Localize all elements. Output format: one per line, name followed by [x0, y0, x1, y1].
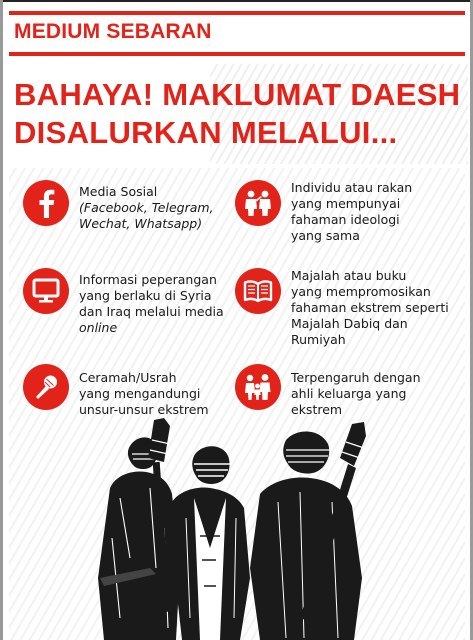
channel-line: Informasi peperangan [79, 272, 217, 287]
channel-line-italic [79, 216, 214, 232]
headline-line-2: DISALURKAN MELALUI... [14, 115, 398, 150]
channel-italic-text: Wechat, Whatsapp) [79, 216, 203, 231]
top-red-rule [9, 11, 465, 15]
center-figure [172, 446, 250, 640]
channel-line: yang sama [291, 228, 360, 243]
channel-line: yang mempunyai [291, 196, 401, 211]
channel-line-italic [79, 320, 224, 336]
militants-illustration [90, 418, 390, 640]
channel-line: Ceramah/Usrah [79, 370, 177, 385]
bottom-red-rule [9, 52, 465, 56]
channel-text [291, 268, 449, 348]
headline [14, 76, 460, 152]
book-icon [235, 268, 281, 314]
section-label: MEDIUM SEBARAN [14, 20, 212, 43]
channel-line-italic [79, 200, 214, 216]
channel-text [79, 184, 214, 232]
facebook-icon [23, 180, 69, 226]
channel-line: Terpengaruh dengan [291, 370, 421, 385]
monitor-icon [23, 268, 69, 314]
headline-line-1: BAHAYA! MAKLUMAT DAESH [14, 77, 461, 112]
channel-italic-text: (Facebook, Telegram, [79, 200, 214, 215]
channel-text [79, 272, 224, 336]
channel-line: Individu atau rakan [291, 180, 413, 195]
family-icon [235, 364, 281, 410]
channel-line: Majalah Dabiq dan [291, 316, 408, 331]
channel-line: fahaman ideologi [291, 212, 400, 227]
channel-text [291, 180, 412, 244]
frame-left-border [0, 0, 3, 640]
channel-text [79, 370, 209, 418]
channel-line: fahaman ekstrem seperti [291, 300, 449, 315]
channel-line: Media Sosial [79, 184, 158, 199]
channel-italic-text: online [79, 320, 118, 335]
channel-line: yang berlaku di Syria [79, 288, 212, 303]
channel-line: yang mempromosikan [291, 284, 431, 299]
channel-text [291, 370, 421, 418]
frame-top-border [0, 0, 473, 2]
people-talking-icon [235, 180, 281, 226]
channel-line: unsur-unsur ekstrem [79, 402, 209, 417]
channel-line: Majalah atau buku [291, 268, 407, 283]
channel-line: yang mengandungi [79, 386, 201, 401]
channel-line: ahli keluarga yang [291, 386, 407, 401]
channel-line: dan Iraq melalui media [79, 304, 224, 319]
microphone-icon [23, 364, 69, 410]
channel-line: Rumiyah [291, 332, 346, 347]
channel-line: ekstrem [291, 402, 343, 417]
